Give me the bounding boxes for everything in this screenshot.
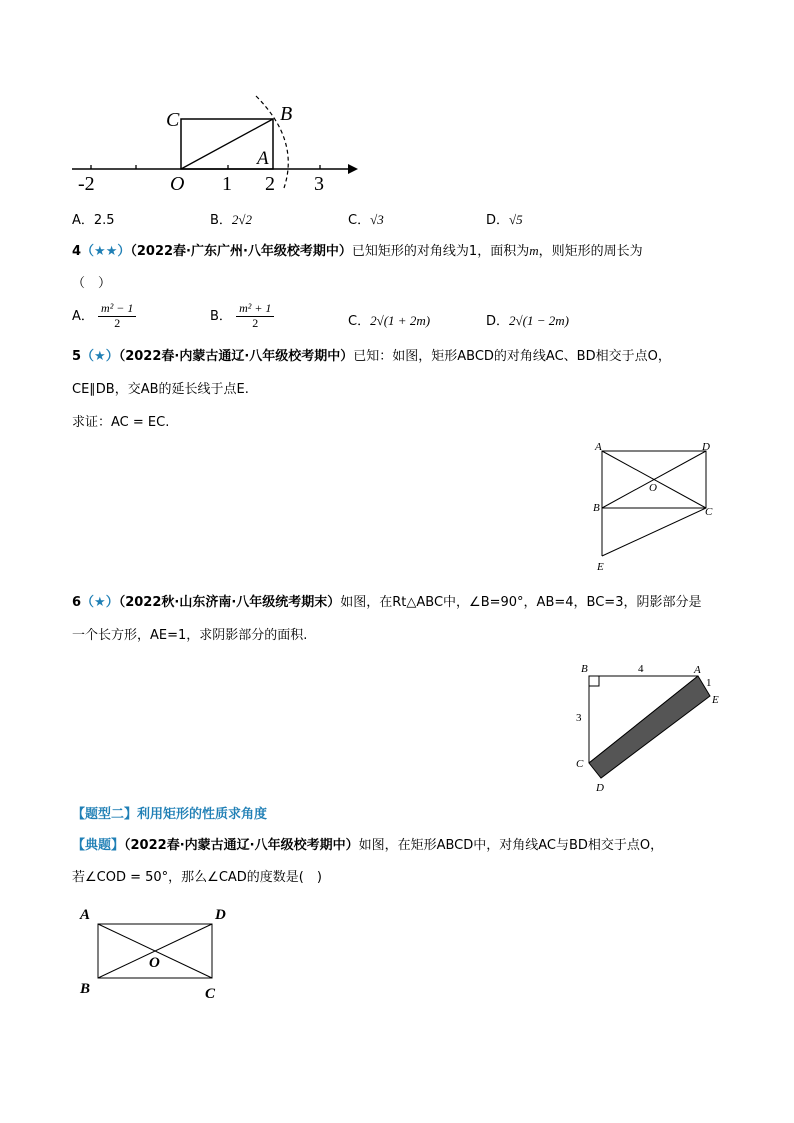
rectangle-abcd-figure <box>590 438 725 578</box>
q3-option-b[interactable]: B．2√2 <box>210 212 253 228</box>
rectangle-angle-figure <box>74 900 244 1010</box>
example-stem-line2: 若∠COD = 50°，那么∠CAD的度数是( ) <box>72 870 322 885</box>
q3-option-c[interactable]: C．√3 <box>348 212 384 228</box>
q4-option-d[interactable]: D．2√(1 − 2m) <box>486 313 569 329</box>
fig-label-D: D <box>702 441 710 453</box>
fig-label-A: A <box>595 441 602 453</box>
fig-label-B: B <box>80 981 91 997</box>
fig-label-E: E <box>597 561 604 573</box>
number-line-figure <box>60 90 370 200</box>
fig-label-C: C <box>166 109 180 131</box>
q5-stem-line1: 5（★）（2022春·内蒙古通辽·八年级校考期中）已知：如图，矩形ABCD的对角线AC、BD相交于点O， <box>72 349 671 364</box>
fig-label-A: A <box>257 148 269 169</box>
fig-label-O: O <box>649 482 657 494</box>
fraction: $\frac{\text{m² − 1}}{2}$ <box>98 302 136 331</box>
fig-label-C: C <box>576 758 584 770</box>
example-stem-line1: 【典题】（2022春·内蒙古通辽·八年级校考期中）如图，在矩形ABCD中，对角线AC与BD相交于点O， <box>72 838 664 853</box>
fig-label-A: A <box>80 907 91 923</box>
fig-label-C: C <box>705 506 713 518</box>
section-title: 【题型二】利用矩形的性质求角度 <box>72 807 268 822</box>
fig-label-E: E <box>712 694 719 706</box>
tick-label-minus-two: -2 <box>78 173 95 195</box>
fig-label-3: 3 <box>576 712 582 724</box>
q4-option-a[interactable]: A． $\frac{\text{m² − 1}}{2}$ <box>72 302 136 331</box>
fig-label-B: B <box>280 103 293 125</box>
q4-option-c[interactable]: C．2√(1 + 2m) <box>348 313 431 329</box>
q4-answer-paren: （ ） <box>72 276 112 291</box>
fig-label-C: C <box>205 986 216 1002</box>
tick-label-two: 2 <box>265 173 275 195</box>
q5-prove: 求证：AC = EC. <box>72 415 170 430</box>
fig-label-A: A <box>694 664 701 676</box>
q6-stem-line1: 6（★）（2022秋·山东济南·八年级统考期末）如图，在Rt△ABC中，∠B=90°，AB=4，BC=3，阴影部分是 <box>72 595 702 610</box>
fraction: $\frac{\text{m² + 1}}{2}$ <box>236 302 274 331</box>
fig-label-D: D <box>596 782 604 794</box>
q4-option-b[interactable]: B． $\frac{\text{m² + 1}}{2}$ <box>210 302 274 331</box>
tick-label-three: 3 <box>314 173 324 195</box>
fig-label-B: B <box>581 663 588 675</box>
shaded-rectangle <box>589 676 710 778</box>
q5-stem-line2: CE∥DB，交AB的延长线于点E. <box>72 382 249 397</box>
fig-label-B: B <box>593 502 600 514</box>
tick-label-one: 1 <box>222 173 232 195</box>
fig-label-1: 1 <box>706 677 712 689</box>
fig-label-D: D <box>215 907 226 923</box>
fig-label-O: O <box>170 173 185 195</box>
q3-option-d[interactable]: D．√5 <box>486 212 523 228</box>
q3-option-a[interactable]: A．2.5 <box>72 213 115 228</box>
fig-label-4: 4 <box>638 663 644 675</box>
fig-label-O: O <box>149 955 160 971</box>
q6-stem-line2: 一个长方形，AE=1，求阴影部分的面积. <box>72 628 308 643</box>
q4-stem: 4（★★）（2022春·广东广州·八年级校考期中）已知矩形的对角线为1，面积为m，则矩形的周长为 <box>72 243 643 259</box>
right-triangle-figure <box>570 655 735 795</box>
